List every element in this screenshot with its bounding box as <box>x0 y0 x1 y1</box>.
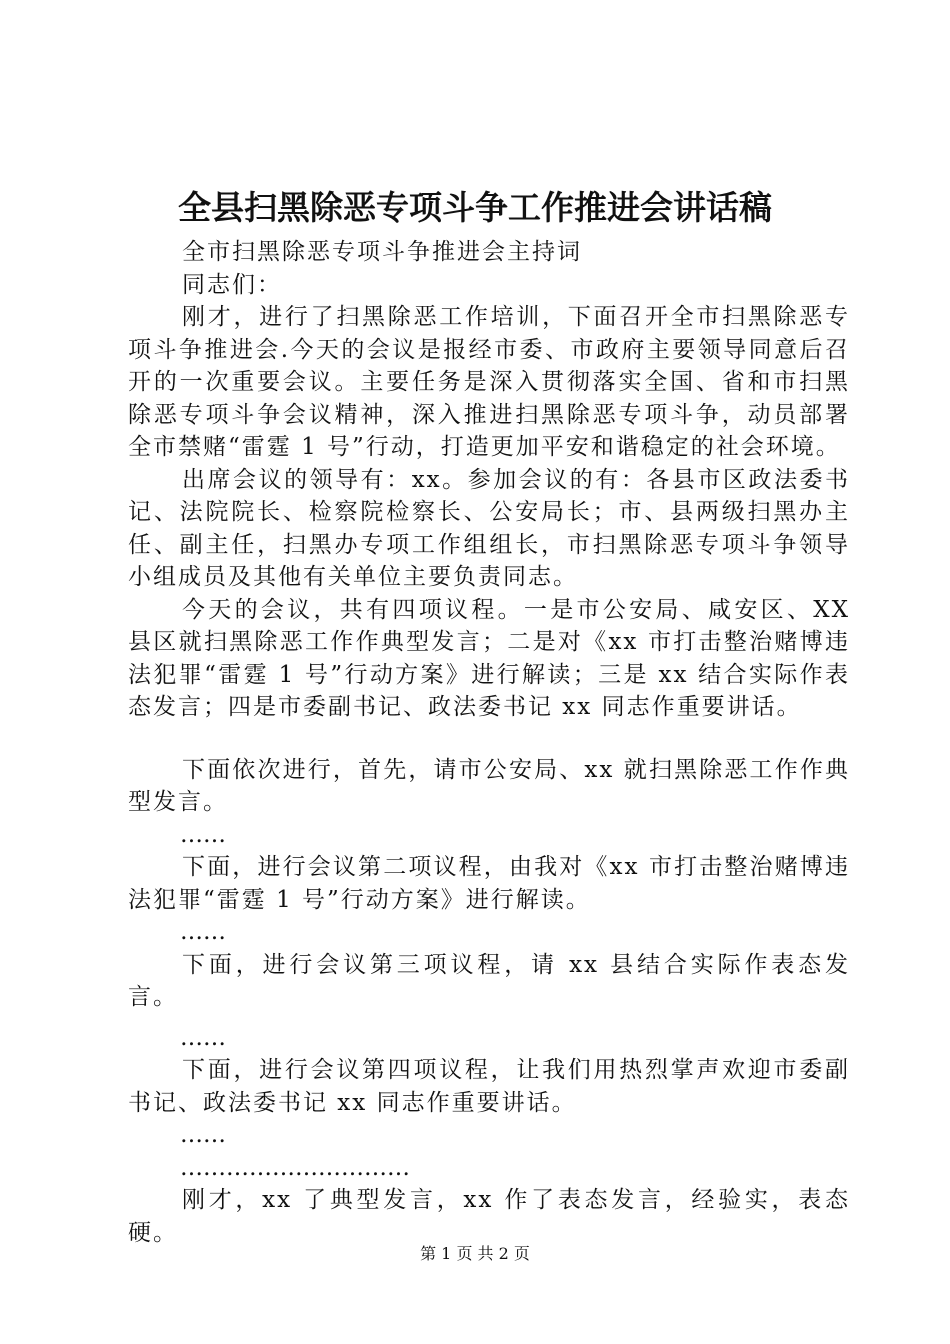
subtitle: 全市扫黑除恶专项斗争推进会主持词 <box>182 239 582 265</box>
paragraph: 下面依次进行，首先，请市公安局、xx 就扫黑除恶工作作典型发言。 <box>128 756 850 815</box>
ellipsis-long: ………………………… <box>180 1154 410 1181</box>
document-body <box>128 236 850 1249</box>
paragraph: 下面，进行会议第四项议程，让我们用热烈掌声欢迎市委副书记、政法委书记 xx 同志作重要讲话。 <box>128 1057 850 1116</box>
paragraph: 出席会议的领导有：xx。参加会议的有：各县市区政法委书记、法院院长、检察院检察长、公安局长；市、县两级扫黑办主任、副主任，扫黑办专项工作组组长，市扫黑除恶专项斗争领导小组成员及其他有关单位主要负责同志。 <box>128 466 850 590</box>
paragraph: 今天的会议，共有四项议程。一是市公安局、咸安区、XX 县区就扫黑除恶工作作典型发言；二是对《xx 市打击整治赌博违法犯罪“雷霆 1 号”行动方案》进行解读；三是 xx 结合实际作表态发言；四是市委副书记、政法委书记 xx 同志作重要讲话。 <box>128 596 850 720</box>
page-footer: 第 1 页 共 2 页 <box>420 1244 530 1263</box>
paragraph: 下面，进行会议第二项议程，由我对《xx 市打击整治赌博违法犯罪“雷霆 1 号”行动方案》进行解读。 <box>128 854 850 913</box>
ellipsis: …… <box>180 1122 226 1148</box>
document-title: 全县扫黑除恶专项斗争工作推进会讲话稿 <box>178 188 772 227</box>
paragraph: 下面，进行会议第三项议程，请 xx 县结合实际作表态发言。 <box>128 951 850 1010</box>
paragraph: 刚才，xx 了典型发言，xx 作了表态发言，经验实，表态硬。 <box>128 1187 850 1246</box>
ellipsis: …… <box>180 919 226 945</box>
ellipsis: …… <box>180 1024 226 1051</box>
salutation: 同志们： <box>182 271 282 298</box>
ellipsis: …… <box>180 821 226 848</box>
paragraph: 刚才，进行了扫黑除恶工作培训，下面召开全市扫黑除恶专项斗争推进会.今天的会议是报经市委、市政府主要领导同意后召开的一次重要会议。主要任务是深入贯彻落实全国、省和市扫黑除恶专项斗争会议精神，深入推进扫黑除恶专项斗争，动员部署全市禁赌“雷霆 1 号”行动，打造更加平安和谐稳定的社会环境。 <box>128 304 850 460</box>
